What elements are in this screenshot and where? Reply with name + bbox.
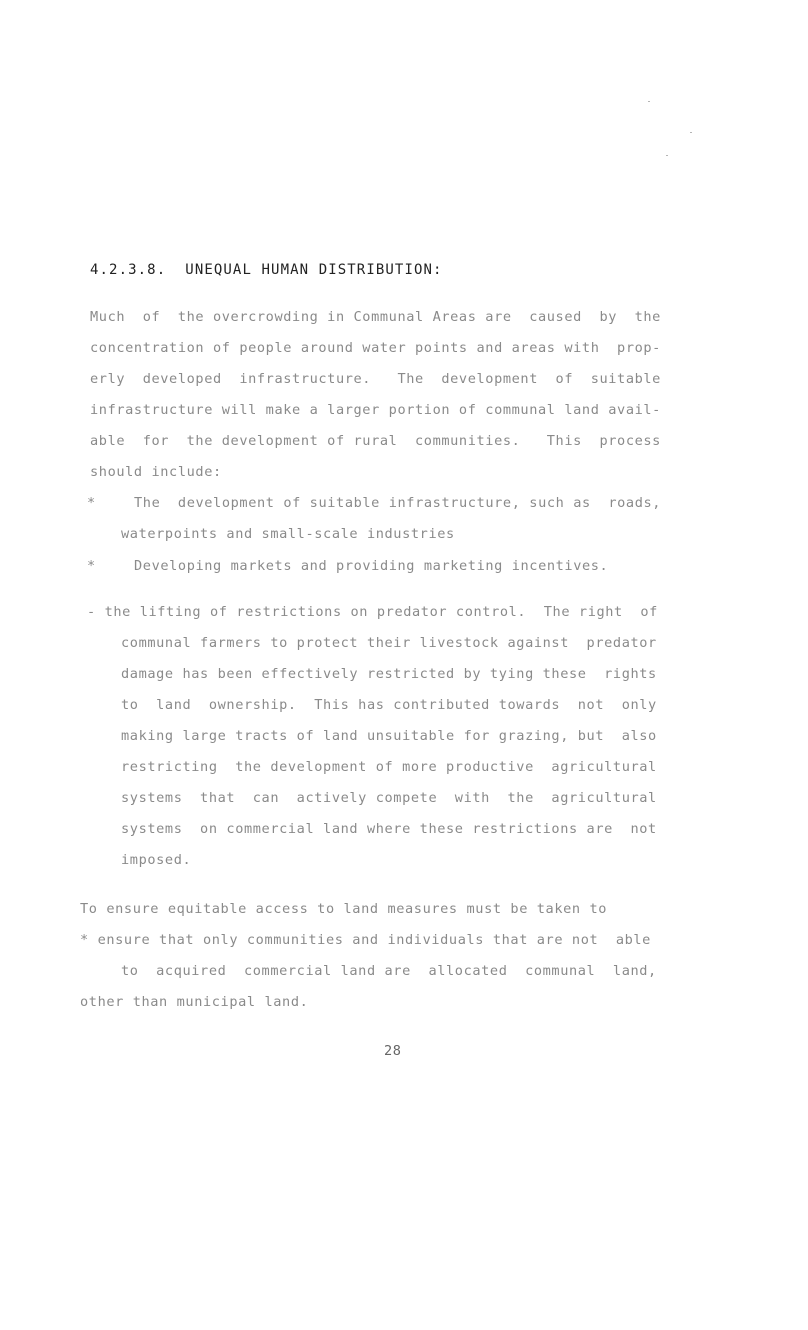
paragraph-line: Much of the overcrowding in Communal Areas are caused by the bbox=[90, 309, 661, 325]
section-heading: 4.2.3.8. UNEQUAL HUMAN DISTRIBUTION: bbox=[90, 262, 443, 278]
bullet-line: restricting the development of more productive agricultural bbox=[121, 759, 657, 775]
bullet-line: - the lifting of restrictions on predator control. The right of bbox=[87, 604, 658, 620]
scan-speck bbox=[648, 101, 650, 102]
bullet-marker: * bbox=[87, 495, 96, 511]
bullet-line: systems that can actively compete with the agricultural bbox=[121, 790, 657, 806]
bullet-line: imposed. bbox=[121, 852, 192, 868]
scan-speck bbox=[690, 132, 692, 133]
bullet-line: communal farmers to protect their livestock against predator bbox=[121, 635, 657, 651]
bullet-line: Developing markets and providing marketing incentives. bbox=[134, 558, 609, 574]
paragraph-line: erly developed infrastructure. The development of suitable bbox=[90, 371, 661, 387]
bullet-line: damage has been effectively restricted by tying these rights bbox=[121, 666, 657, 682]
paragraph-line: To ensure equitable access to land measures must be taken to bbox=[80, 901, 608, 917]
paragraph-line: should include: bbox=[90, 464, 222, 480]
paragraph-line: able for the development of rural communities. This process bbox=[90, 433, 661, 449]
paragraph-line: to acquired commercial land are allocated communal land, bbox=[121, 963, 657, 979]
paragraph-line: * ensure that only communities and individuals that are not able bbox=[80, 932, 651, 948]
page-number: 28 bbox=[384, 1043, 402, 1059]
bullet-marker: * bbox=[87, 558, 96, 574]
paragraph-line: infrastructure will make a larger portion of communal land avail- bbox=[90, 402, 661, 418]
bullet-line: to land ownership. This has contributed towards not only bbox=[121, 697, 657, 713]
bullet-line: waterpoints and small-scale industries bbox=[121, 526, 455, 542]
paragraph-line: concentration of people around water points and areas with prop- bbox=[90, 340, 661, 356]
scan-speck bbox=[666, 155, 668, 156]
bullet-line: The development of suitable infrastructure, such as roads, bbox=[134, 495, 662, 511]
paragraph-line: other than municipal land. bbox=[80, 994, 309, 1010]
bullet-line: systems on commercial land where these restrictions are not bbox=[121, 821, 657, 837]
bullet-line: making large tracts of land unsuitable for grazing, but also bbox=[121, 728, 657, 744]
